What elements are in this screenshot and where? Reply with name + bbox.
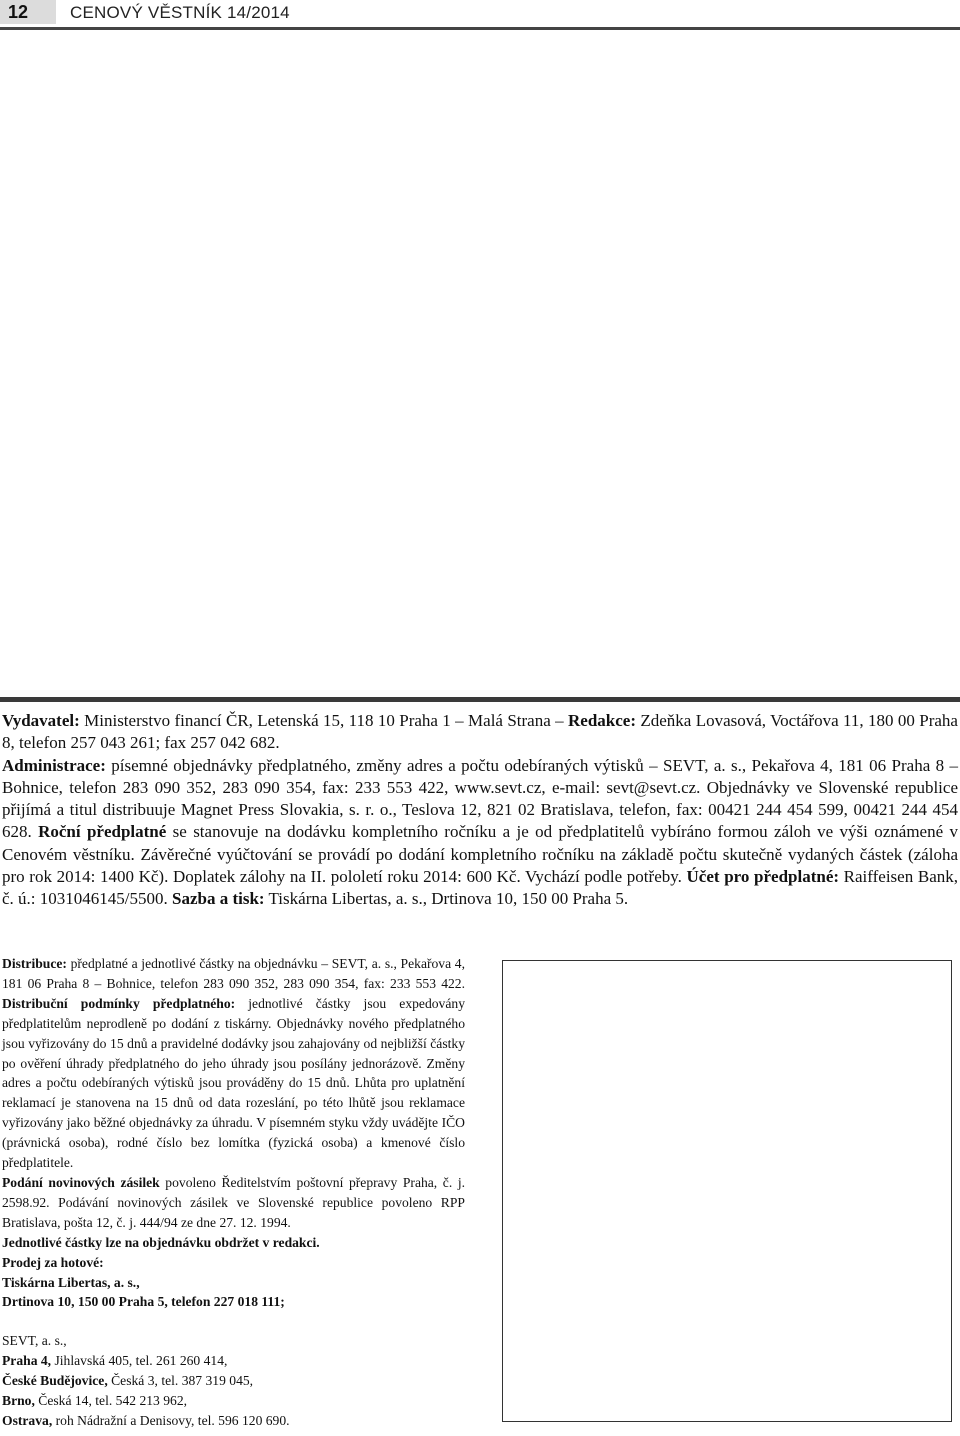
shop-line: Ostrava, roh Nádražní a Denisovy, tel. 596 120 690. xyxy=(2,1412,290,1428)
postal-text: povoleno Ředitelstvím poštovní přepravy Praha, č. j. 2598.92. Podávání novinových zásilek ve Slovenské republice povoleno RPP Bratislava, pošta 12, č. j. 444/94 ze dne 27. 12. 1994. xyxy=(2,1174,465,1230)
publisher-text: Ministerstvo financí ČR, Letenská 15, 118 10 Praha 1 – Malá Strana – xyxy=(79,711,568,730)
shop-line: Praha 4, Jihlavská 405, tel. 261 260 414, xyxy=(2,1353,228,1369)
imprint-publisher xyxy=(2,710,958,755)
editor-label: Redakce: xyxy=(568,711,636,730)
print-label: Sazba a tisk: xyxy=(172,889,265,909)
shop-line: Brno, Česká 14, tel. 542 213 962, xyxy=(2,1393,188,1409)
administration-text: písemné objednávky předplatného, změny adres a počtu odebíraných výtisků – SEVT, a. s., Pekařova 4, 181 06 Praha 8 – Bohnice, telefon 283 090 352, 283 090 354, fax: 233 553 422, www.sevt.cz, e-mail: sevt@sevt.cz. Objednávky ve Slovenské republice přijímá a titul distribuuje Magnet Press Slovakia, s. r. o., Teslova 12, 821 02 Bratislava, telefon, fax: 00421 244 454 599, 00421 244 454 628. xyxy=(2,755,958,842)
publisher-label: Vydavatel: xyxy=(2,711,80,730)
sevt-name: SEVT, a. s., xyxy=(2,1333,67,1349)
imprint-rule xyxy=(0,697,960,702)
annual-subscription-label: Roční předplatné xyxy=(38,822,167,842)
page-number: 12 xyxy=(8,2,29,22)
imprint-administration xyxy=(2,755,958,911)
page-number-box xyxy=(0,0,56,24)
print-text: Tiskárna Libertas, a. s., Drtinova 10, 150 00 Praha 5. xyxy=(264,889,629,909)
distribution-text: předplatné a jednotlivé částky na objednávku – SEVT, a. s., Pekařova 4, 181 06 Praha 8 – Bohnice, telefon 283 090 352, 283 090 354, fax: 233 553 422. xyxy=(2,956,465,991)
printer-name: Tiskárna Libertas, a. s., xyxy=(2,1274,140,1290)
imprint-block xyxy=(2,710,958,911)
shop-line: České Budějovice, Česká 3, tel. 387 319 045, xyxy=(2,1373,254,1389)
postal-label: Podání novinových zásilek xyxy=(2,1174,160,1190)
distribution-paragraph xyxy=(2,954,465,1173)
conditions-text: jednotlivé částky jsou expedovány předplatitelům neprodleně po dodání z tiskárny. Objednávky nového předplatného jsou vyřizovány do 15 dnů a pravidelné dodávky jsou zahajovány od nejbližší částky po ověření úhrady předplatného do jeho úhrady jsou posílány jednorázově. Změny adres a počtu odebíraných výtisků jsou prováděny do 15 dnů. Lhůta pro uplatnění reklamací je stanovena na 15 dnů od data rozeslání, po této lhůtě jsou reklamace vyřizovány jako běžné objednávky za úhradu. V písemném styku vždy uvádějte IČO (právnická osoba), rodné číslo bez lomítka (fyzická osoba) a kmenové číslo předplatitele. xyxy=(2,995,465,1171)
account-label: Účet pro předplatné: xyxy=(686,867,840,887)
printer-address: Drtinova 10, 150 00 Praha 5, telefon 227 018 111; xyxy=(2,1294,285,1310)
page-header xyxy=(0,0,960,30)
header-rule xyxy=(0,27,960,30)
editor-text: Zdeňka Lovasová, Voctářova 11, 180 00 Praha 8, telefon 257 043 261; fax 257 042 682. xyxy=(2,711,958,753)
postal-paragraph xyxy=(2,1173,465,1233)
account-text: Raiffeisen Bank, č. ú.: 1031046145/5500. xyxy=(2,867,958,909)
distribution-column xyxy=(2,954,465,1431)
administration-label: Administrace: xyxy=(2,755,106,775)
single-issues-note: Jednotlivé částky lze na objednávku obdržet v redakci. xyxy=(2,1234,320,1250)
empty-frame-box xyxy=(502,960,952,1422)
annual-subscription-text: se stanovuje na dodávku kompletního ročníku a je od předplatitelů vybíráno formou záloh ve výši oznámené v Cenovém věstníku. Závěrečné vyúčtování se provádí po dodání kompletního ročníku na základě počtu skutečně vydaných částek (záloha pro rok 2014: 1400 Kč). Doplatek zálohy na II. pololetí roku 2014: 600 Kč. Vychází podle potřeby. xyxy=(2,822,958,887)
running-title: CENOVÝ VĚSTNÍK 14/2014 xyxy=(70,3,290,22)
cash-sale-label: Prodej za hotové: xyxy=(2,1254,104,1270)
distribution-label: Distribuce: xyxy=(2,956,67,971)
spacer xyxy=(2,1312,465,1331)
conditions-label: Distribuční podmínky předplatného: xyxy=(2,995,236,1011)
